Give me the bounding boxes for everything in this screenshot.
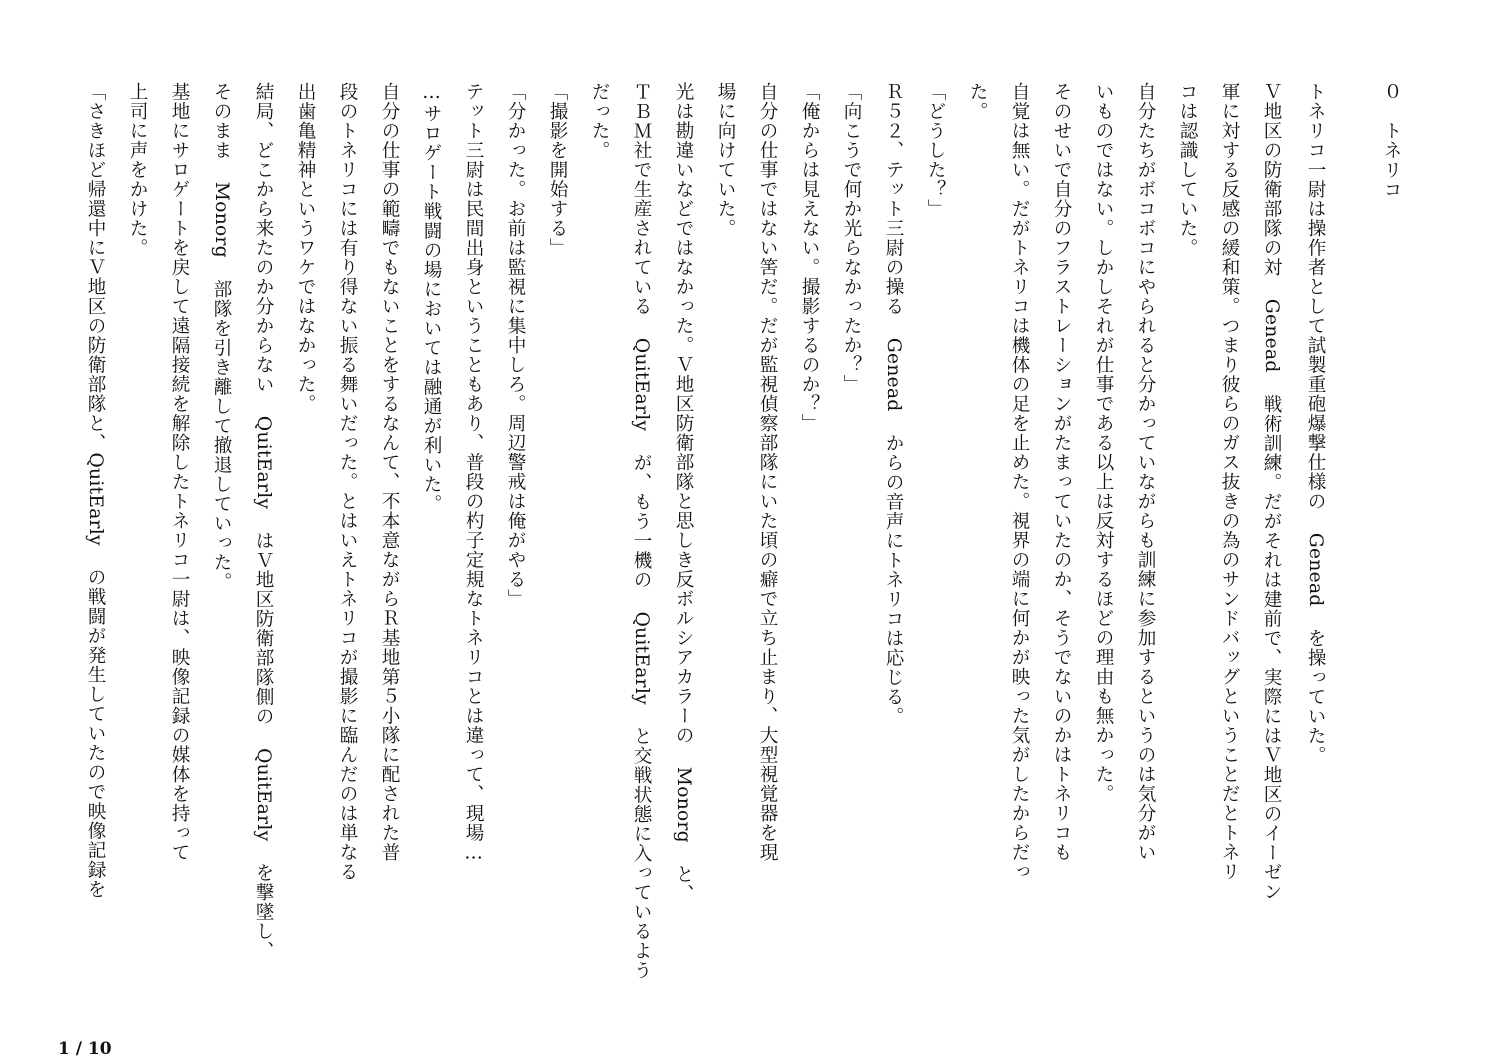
text-column: 自覚は無い。だがトネリコは機体の足を止めた。視界の端に何かが映った気がしたからだっ [1009, 82, 1030, 882]
text-column: コは認識していた。 [1177, 82, 1198, 258]
chapter-title: ０ トネリコ [1381, 82, 1402, 200]
text-column: 「どうした？」 [925, 82, 946, 219]
text-column: 「さきほど帰還中にＶ地区の防衛部隊と、QuitEarly の戦闘が発生していたので映像記録を [85, 82, 106, 900]
text-column: 自分の仕事の範疇でもないことをするなんて、不本意ながらＲ基地第５小隊に配された普 [379, 82, 400, 862]
text-column: 基地にサロゲートを戻して遠隔接続を解除したトネリコ一尉は、映像記録の媒体を持って [169, 82, 190, 862]
text-column: 「俺からは見えない。撮影するのか？」 [799, 82, 820, 433]
text-column: いものではない。しかしそれが仕事である以上は反対するほどの理由も無かった。 [1093, 82, 1114, 804]
text-column: トネリコ一尉は操作者として試製重砲爆撃仕様の Genead を操っていた。 [1305, 82, 1326, 765]
text-column: Ｖ地区の防衛部隊の対 Genead 戦術訓練。だがそれは建前で、実際にはＶ地区のイーゼン [1261, 82, 1282, 902]
text-column: 自分の仕事ではない筈だ。だが監視偵察部隊にいた頃の癖で立ち止まり、大型視覚器を現 [757, 82, 778, 862]
text-column: 出歯亀精神というワケではなかった。 [295, 82, 316, 414]
text-column: 場に向けていた。 [715, 82, 736, 238]
text-column: 上司に声をかけた。 [127, 82, 148, 258]
text-column: 結局、どこから来たのか分からない QuitEarly はＶ地区防衛部隊側の QuitEarly を撃墜し、 [253, 82, 274, 961]
text-column: 「分かった。お前は監視に集中しろ。周辺警戒は俺がやる」 [505, 82, 526, 609]
text-column: た。 [967, 82, 988, 121]
text-column: ＴＢＭ社で生産されている QuitEarly が、もう一機の QuitEarly と交戦状態に入っているよう [631, 82, 652, 981]
page-number: 1 / 10 [58, 1039, 112, 1059]
text-column: テット三尉は民間出身ということもあり、普段の杓子定規なトネリコとは違って、現場… [463, 82, 484, 865]
text-column: そのせいで自分のフラストレーションがたまっていたのか、そうでないのかはトネリコも [1051, 82, 1072, 862]
text-column: 自分たちがボコボコにやられると分かっていながらも訓練に参加するというのは気分がい [1135, 82, 1156, 862]
text-column: 「撮影を開始する」 [547, 82, 568, 258]
text-column: 段のトネリコには有り得ない振る舞いだった。とはいえトネリコが撮影に臨んだのは単なる [337, 82, 358, 882]
text-column: 「向こうで何か光らなかったか？」 [841, 82, 862, 394]
text-column: そのまま Monorg 部隊を引き離して撤退していった。 [211, 82, 232, 592]
text-column: …サロゲート戦闘の場においては融通が利いた。 [421, 82, 442, 514]
text-column: だった。 [589, 82, 610, 160]
text-column: Ｒ５２、テット三尉の操る Genead からの音声にトネリコは応じる。 [883, 82, 904, 726]
text-column: 軍に対する反感の緩和策。つまり彼らのガス抜きの為のサンドバッグということだとトネリ [1219, 82, 1240, 882]
text-column: 光は勘違いなどではなかった。Ｖ地区防衛部隊と思しき反ボルシアカラーの Monorg と、 [673, 82, 694, 904]
